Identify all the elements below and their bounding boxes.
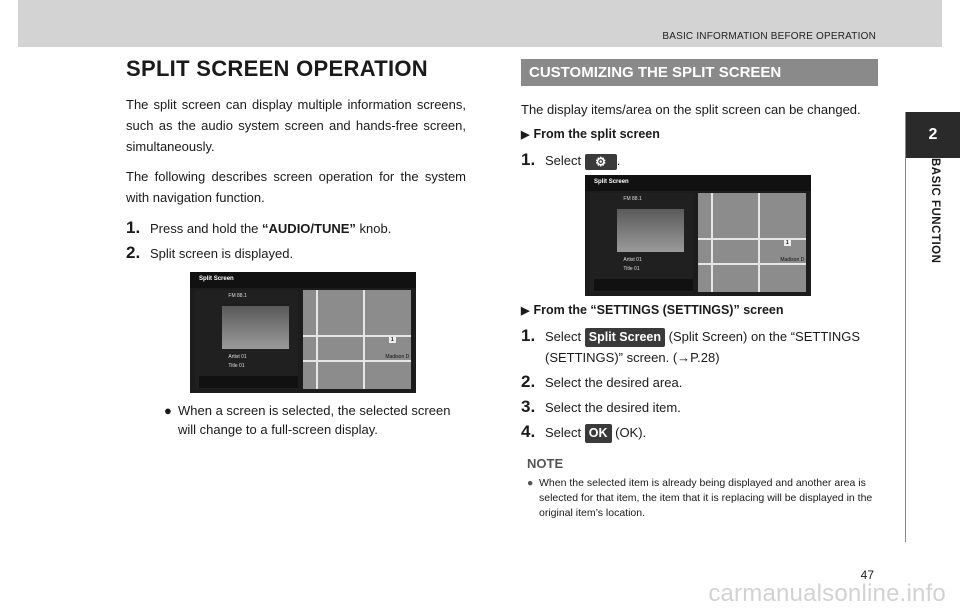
split-screen-button[interactable]: Split Screen	[585, 328, 665, 347]
note-text: When the selected item is already being displayed and another area is selected for that item, the item that it is replacing will be displayed in the original item’s location.	[539, 477, 873, 519]
arrow-right-icon: ▶	[521, 128, 530, 141]
chapter-label	[918, 158, 948, 278]
screen-station: FM 88.1	[228, 292, 247, 299]
screen-station: FM 88.1	[623, 195, 642, 202]
watermark: carmanualsonline.info	[708, 580, 946, 607]
bullet-dot-icon: ●	[527, 477, 534, 489]
street-label: Madison D	[780, 257, 805, 264]
subheading-settings: ▶ From the “SETTINGS (SETTINGS)” screen	[521, 303, 784, 317]
route-number: 1	[785, 240, 789, 247]
step-number: 1.	[521, 326, 536, 345]
subheading-split-screen: ▶ From the split screen	[521, 127, 660, 141]
page-title: SPLIT SCREEN OPERATION	[126, 56, 428, 81]
settings-icon[interactable]: ⚙	[585, 154, 617, 170]
step-select-area	[521, 371, 878, 393]
step-number: 1.	[126, 218, 141, 237]
screen-artist: Artist 01	[228, 354, 247, 361]
section-intro: The display items/area on the split screen can be changed.	[521, 102, 861, 117]
screen-artist: Artist 01	[623, 257, 642, 264]
step-text: Split screen is displayed.	[150, 246, 294, 261]
chapter-tab: 2	[906, 112, 960, 158]
step-select-ok	[521, 421, 878, 443]
screen-title: Split Screen	[594, 178, 629, 185]
split-screen-image	[585, 175, 811, 296]
screen-track: Title 01	[623, 265, 640, 272]
side-divider	[905, 112, 906, 542]
split-screen-image	[190, 272, 416, 393]
route-number: 1	[390, 337, 394, 344]
ok-button[interactable]: OK	[585, 424, 612, 443]
step-select-icon	[521, 149, 878, 171]
street-label: Madison D	[385, 354, 410, 361]
bullet-item	[164, 401, 466, 439]
step-2	[126, 242, 466, 264]
left-column	[126, 56, 466, 439]
step-text: Select the desired item.	[545, 400, 681, 415]
note-item	[527, 476, 878, 521]
step-select-split-screen	[521, 325, 878, 368]
step-number: 1.	[521, 150, 536, 169]
step-number: 4.	[521, 422, 536, 441]
step-text: Press and hold the “AUDIO/TUNE” knob.	[150, 221, 392, 236]
screen-title: Split Screen	[199, 275, 234, 282]
arrow-right-icon: ▶	[521, 304, 530, 317]
section-heading: CUSTOMIZING THE SPLIT SCREEN	[521, 59, 878, 86]
step-text: Select the desired area.	[545, 375, 683, 390]
bullet-dot-icon: ●	[164, 403, 172, 418]
running-header: BASIC INFORMATION BEFORE OPERATION	[662, 31, 876, 42]
note-box	[527, 456, 878, 521]
chapter-label-text: BASIC FUNCTION	[929, 158, 941, 264]
step-1	[126, 217, 466, 239]
step-number: 2.	[521, 372, 536, 391]
step-number: 3.	[521, 397, 536, 416]
bullet-text: When a screen is selected, the selected screen will change to a full-screen display.	[178, 403, 451, 437]
note-title: NOTE	[527, 456, 564, 471]
step-select-item	[521, 396, 878, 418]
right-column	[521, 59, 878, 521]
screen-track: Title 01	[228, 362, 245, 369]
step-text: Select Split Screen (Split Screen) on the “SETTINGS (SETTINGS)” screen. (→P.28)	[545, 329, 861, 365]
description-paragraph: The following describes screen operation for the system with navigation function.	[126, 169, 466, 205]
step-text: Select ⚙ .	[545, 153, 621, 169]
step-text: Select OK (OK).	[545, 422, 646, 443]
page-number: 47	[860, 568, 874, 582]
step-number: 2.	[126, 243, 141, 262]
intro-paragraph: The split screen can display multiple information screens, such as the audio system screen and hands-free screen, simultaneously.	[126, 97, 466, 154]
